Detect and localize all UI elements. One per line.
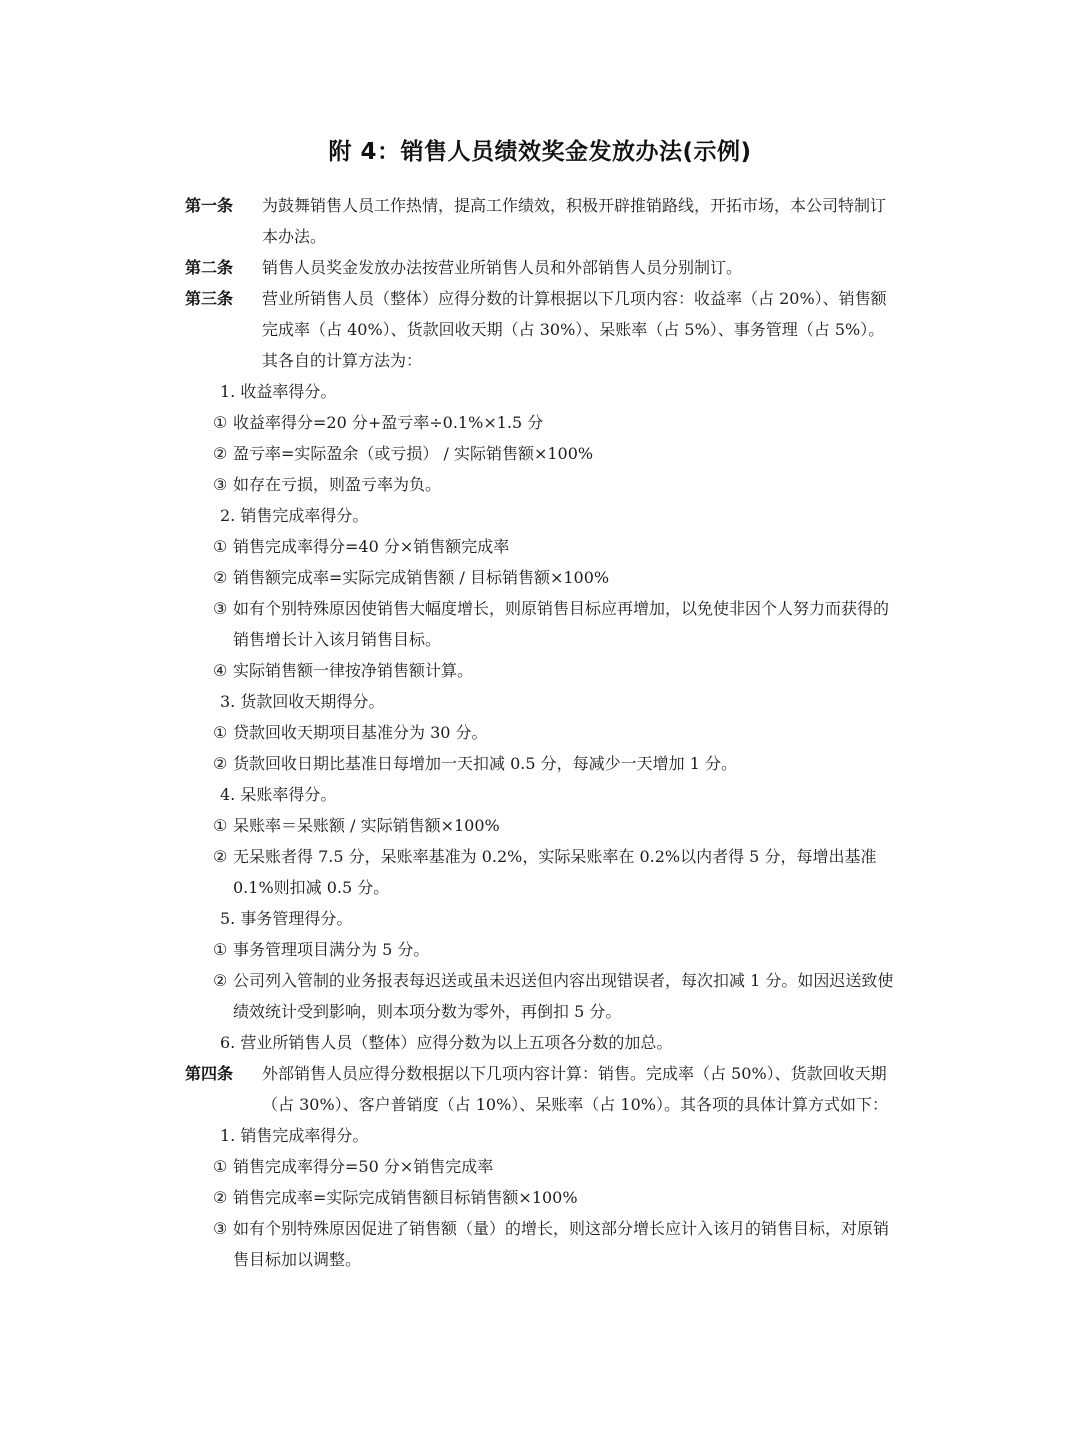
list-item bbox=[185, 934, 900, 965]
article-text: 为鼓舞销售人员工作热情，提高工作绩效，积极开辟推销路线，开拓市场，本公司特制订本办法。 bbox=[262, 196, 887, 246]
list-item bbox=[185, 841, 900, 903]
item-text: 货款回收日期比基准日每增加一天扣减 0.5 分，每减少一天增加 1 分。 bbox=[233, 754, 737, 773]
section-title: 3. 货款回收天期得分。 bbox=[220, 692, 385, 711]
item-text: 盈亏率=实际盈余（或亏损） / 实际销售额×100% bbox=[233, 444, 594, 463]
article-2 bbox=[185, 252, 900, 283]
article-1 bbox=[185, 190, 900, 252]
item-marker: ② bbox=[213, 1188, 228, 1207]
article-4 bbox=[185, 1058, 900, 1120]
item-marker: ③ bbox=[213, 475, 228, 494]
list-item bbox=[185, 438, 900, 469]
item-marker: ② bbox=[213, 568, 228, 587]
item-text: 如有个别特殊原因使销售大幅度增长，则原销售目标应再增加，以免使非因个人努力而获得的销售增长计入该月销售目标。 bbox=[233, 599, 890, 649]
section-title: 1. 收益率得分。 bbox=[220, 382, 337, 401]
item-marker: ① bbox=[213, 940, 228, 959]
list-item bbox=[185, 965, 900, 1027]
list-item bbox=[185, 407, 900, 438]
item-marker: ③ bbox=[213, 1219, 228, 1238]
item-marker: ① bbox=[213, 537, 228, 556]
article-label: 第四条 bbox=[185, 1064, 234, 1083]
item-text: 销售额完成率=实际完成销售额 / 目标销售额×100% bbox=[233, 568, 610, 587]
article-label: 第三条 bbox=[185, 289, 234, 308]
item-text: 如有个别特殊原因促进了销售额（量）的增长，则这部分增长应计入该月的销售目标，对原销售目标加以调整。 bbox=[233, 1219, 890, 1269]
section-title: 1. 销售完成率得分。 bbox=[220, 1126, 369, 1145]
list-item bbox=[185, 748, 900, 779]
item-text: 无呆账者得 7.5 分，呆账率基准为 0.2%，实际呆账率在 0.2%以内者得 5 分，每增出基准 0.1%则扣减 0.5 分。 bbox=[233, 847, 877, 897]
item-text: 销售完成率得分=50 分×销售完成率 bbox=[233, 1157, 494, 1176]
item-marker: ① bbox=[213, 816, 228, 835]
item-marker: ① bbox=[213, 413, 228, 432]
list-item bbox=[185, 655, 900, 686]
list-item bbox=[185, 810, 900, 841]
list-item bbox=[185, 562, 900, 593]
article-label: 第一条 bbox=[185, 196, 234, 215]
list-item bbox=[185, 717, 900, 748]
list-item bbox=[185, 593, 900, 655]
article-3 bbox=[185, 283, 900, 376]
item-marker: ③ bbox=[213, 599, 228, 618]
item-text: 销售完成率=实际完成销售额目标销售额×100% bbox=[233, 1188, 578, 1207]
item-marker: ① bbox=[213, 1157, 228, 1176]
list-item bbox=[185, 469, 900, 500]
section-title: 5. 事务管理得分。 bbox=[220, 909, 353, 928]
item-marker: ④ bbox=[213, 661, 228, 680]
document-body bbox=[185, 190, 900, 1275]
list-item bbox=[185, 1151, 900, 1182]
section-title: 6. 营业所销售人员（整体）应得分数为以上五项各分数的加总。 bbox=[220, 1033, 673, 1052]
item-text: 实际销售额一律按净销售额计算。 bbox=[233, 661, 474, 680]
item-text: 公司列入管制的业务报表每迟送或虽未迟送但内容出现错误者，每次扣减 1 分。如因迟送致使绩效统计受到影响，则本项分数为零外，再倒扣 5 分。 bbox=[233, 971, 894, 1021]
article-text: 销售人员奖金发放办法按营业所销售人员和外部销售人员分别制订。 bbox=[262, 258, 743, 277]
item-marker: ① bbox=[213, 723, 228, 742]
list-item bbox=[185, 1213, 900, 1275]
item-text: 如存在亏损，则盈亏率为负。 bbox=[233, 475, 442, 494]
item-text: 呆账率＝呆账额 / 实际销售额×100% bbox=[233, 816, 500, 835]
item-marker: ② bbox=[213, 971, 228, 990]
item-text: 贷款回收天期项目基准分为 30 分。 bbox=[233, 723, 488, 742]
document-title: 附 4：销售人员绩效奖金发放办法(示例) bbox=[328, 139, 752, 165]
list-item bbox=[185, 531, 900, 562]
list-item bbox=[185, 1182, 900, 1213]
item-marker: ② bbox=[213, 444, 228, 463]
item-marker: ② bbox=[213, 847, 228, 866]
article-text: 外部销售人员应得分数根据以下几项内容计算：销售。完成率（占 50%）、货款回收天期（占 30%）、客户普销度（占 10%）、呆账率（占 10%）。其各项的具体计算方式如下： bbox=[262, 1064, 888, 1114]
item-text: 事务管理项目满分为 5 分。 bbox=[233, 940, 430, 959]
item-text: 收益率得分=20 分+盈亏率÷0.1%×1.5 分 bbox=[233, 413, 544, 432]
article-label: 第二条 bbox=[185, 258, 234, 277]
article-text: 营业所销售人员（整体）应得分数的计算根据以下几项内容：收益率（占 20%）、销售额完成率（占 40%）、货款回收天期（占 30%）、呆账率（占 5%）、事务管理（占 5%）。其各自的计算方法为： bbox=[262, 289, 887, 370]
item-marker: ② bbox=[213, 754, 228, 773]
section-title: 2. 销售完成率得分。 bbox=[220, 506, 369, 525]
item-text: 销售完成率得分=40 分×销售额完成率 bbox=[233, 537, 510, 556]
section-title: 4. 呆账率得分。 bbox=[220, 785, 337, 804]
